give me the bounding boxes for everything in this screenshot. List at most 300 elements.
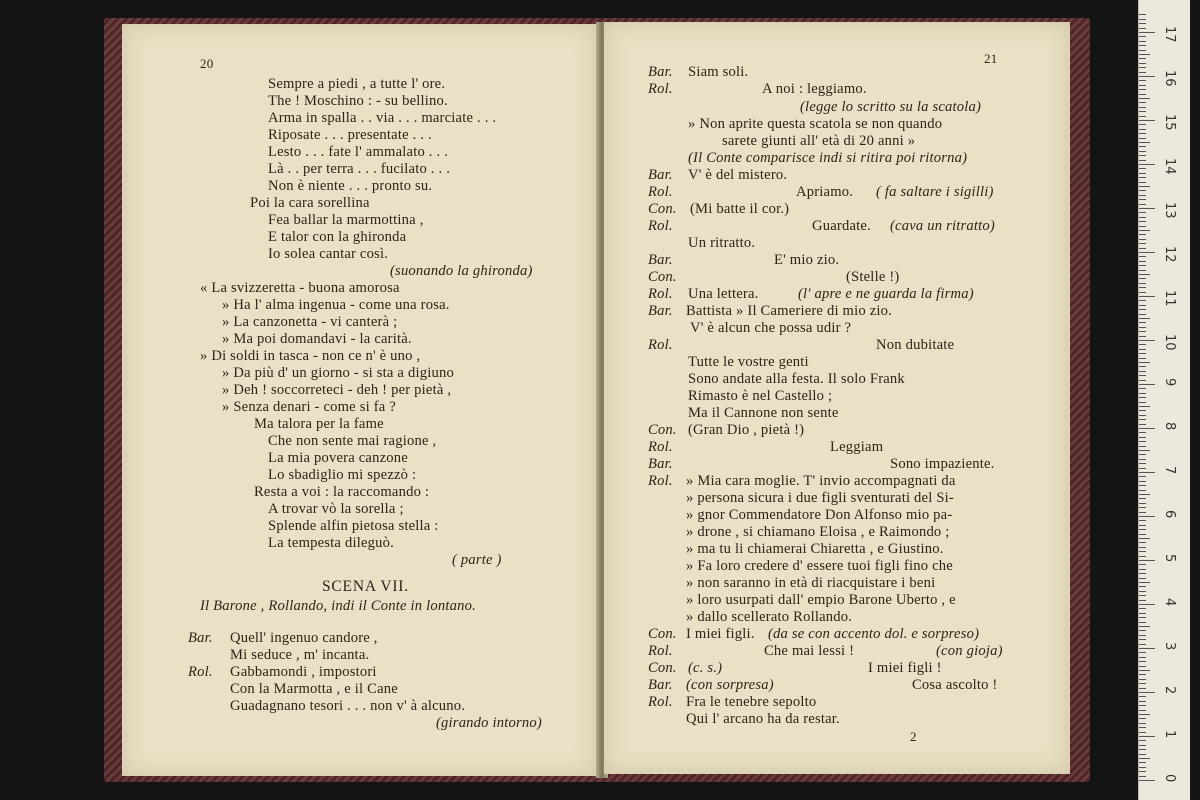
speaker-label: Rol. [648,473,673,489]
text-line: Riposate . . . presentate . . . [268,127,432,143]
text-line: Sempre a piedi , a tutte l' ore. [268,76,446,92]
ruler-tick [1139,732,1146,733]
speaker-label: Bar. [648,303,673,319]
text-line: » La canzonetta - vi canterà ; [222,314,398,330]
ruler-tick [1139,80,1146,81]
ruler-number: 17 [1162,26,1177,43]
ruler-tick [1139,393,1146,394]
stage-direction: (l' apre e ne guarda la firma) [798,286,974,302]
ruler-tick [1139,582,1150,583]
stage-direction: (con gioja) [936,643,1003,659]
scene-title: SCENA VII. [322,578,409,595]
stage-direction: ( fa saltare i sigilli) [876,184,994,200]
text-line: » persona sicura i due figli sventurati del Si- [686,490,954,506]
ruler-tick [1139,463,1146,464]
ruler-tick [1139,776,1146,777]
text-line: Arma in spalla . . via . . . marciate . . . [268,110,497,126]
text-line: A noi : leggiamo. [762,81,867,97]
ruler-tick [1139,608,1146,609]
ruler-tick [1139,256,1146,257]
stage-direction: (suonando la ghironda) [390,263,533,279]
ruler-tick [1139,635,1146,636]
ruler-tick [1139,19,1146,20]
ruler-tick [1139,63,1146,64]
ruler-tick [1139,666,1146,667]
ruler-tick [1139,415,1146,416]
ruler-tick [1139,217,1146,218]
ruler-tick [1139,740,1146,741]
ruler-tick [1139,76,1155,77]
text-line: » Deh ! soccorreteci - deh ! per pietà , [222,382,452,398]
ruler-tick [1139,36,1146,37]
text-line: The ! Moschino : - su bellino. [268,93,448,109]
text-line: Fra le tenebre sepolto [686,694,817,710]
ruler-tick [1139,182,1146,183]
speaker-label: Bar. [188,630,213,646]
ruler-tick [1139,525,1146,526]
ruler-tick [1139,177,1146,178]
text-line: sarete giunti all' età di 20 anni » [722,133,916,149]
ruler-tick [1139,58,1146,59]
ruler-tick [1139,322,1146,323]
ruler-tick [1139,243,1146,244]
ruler-tick [1139,736,1155,737]
ruler-tick [1139,498,1146,499]
ruler-tick [1139,265,1146,266]
ruler-tick [1139,397,1146,398]
text-line: Mi seduce , m' incanta. [230,647,370,663]
speaker-label: Rol. [648,81,673,97]
ruler-tick [1139,683,1146,684]
ruler-tick [1139,595,1146,596]
ruler-tick [1139,142,1150,143]
ruler-tick [1139,718,1146,719]
speaker-label: Rol. [648,337,673,353]
ruler-tick [1139,542,1146,543]
ruler-tick [1139,767,1146,768]
ruler-tick [1139,749,1146,750]
ruler-tick [1139,459,1146,460]
text-line: Ma il Cannone non sente [688,405,839,421]
ruler-number: 9 [1162,378,1177,387]
ruler-tick [1139,410,1146,411]
ruler-tick [1139,617,1146,618]
ruler-tick [1139,604,1155,605]
ruler-tick [1139,560,1155,561]
ruler-tick [1139,520,1146,521]
ruler-tick [1139,138,1146,139]
ruler-tick [1139,388,1146,389]
ruler-tick [1139,402,1146,403]
ruler-tick [1139,116,1146,117]
ruler-tick [1139,274,1150,275]
ruler-number: 4 [1162,598,1177,607]
ruler-tick [1139,679,1146,680]
ruler-tick [1139,600,1146,601]
ruler-tick [1139,468,1146,469]
text-line: » Ha l' alma ingenua - come una rosa. [222,297,450,313]
text-line: (Mi batte il cor.) [690,201,790,217]
ruler-tick [1139,353,1146,354]
ruler-tick [1139,437,1146,438]
ruler-tick [1139,160,1146,161]
ruler-tick [1139,384,1155,385]
ruler-tick [1139,221,1146,222]
ruler-tick [1139,89,1146,90]
text-line: I miei figli ! [868,660,942,676]
text-line: » Da più d' un giorno - si sta a digiuno [222,365,454,381]
ruler-tick [1139,705,1146,706]
ruler-tick [1139,366,1146,367]
ruler-tick [1139,696,1146,697]
ruler-tick [1139,591,1146,592]
stage-direction: (da se con accento dol. e sorpreso) [768,626,980,642]
ruler-tick [1139,318,1150,319]
ruler-tick [1139,771,1146,772]
ruler-tick [1139,146,1146,147]
ruler-tick [1139,67,1146,68]
text-line: Splende alfin pietosa stella : [268,518,439,534]
ruler-number: 2 [1162,686,1177,695]
stage-direction: (cava un ritratto) [890,218,995,234]
text-line: Non dubitate [876,337,955,353]
text-line: Un ritratto. [688,235,756,251]
ruler-tick [1139,688,1146,689]
ruler-tick [1139,547,1146,548]
text-line: Cosa ascolto ! [912,677,998,693]
text-line: » Non aprite questa scatola se non quando [688,116,943,132]
ruler-number: 10 [1162,334,1177,351]
speaker-label: Con. [648,269,677,285]
text-line: » loro usurpati dall' empio Barone Uberto , e [686,592,956,608]
ruler-tick [1139,292,1146,293]
ruler-tick [1139,173,1146,174]
ruler-tick [1139,278,1146,279]
ruler-tick [1139,234,1146,235]
ruler-tick [1139,578,1146,579]
ruler-number: 3 [1162,642,1177,651]
text-line: Ma talora per la fame [254,416,384,432]
ruler-tick [1139,375,1146,376]
text-line: Rimasto è nel Castello ; [688,388,833,404]
text-line: Apriamo. [796,184,854,200]
ruler-tick [1139,516,1155,517]
text-line: « La svizzeretta - buona amorosa [200,280,400,296]
ruler-tick [1139,261,1146,262]
text-line: Là . . per terra . . . fucilato . . . [268,161,451,177]
text-line: » dallo scellerato Rollando. [686,609,853,625]
ruler-tick [1139,556,1146,557]
ruler-tick [1139,54,1150,55]
text-line: La tempesta dileguò. [268,535,394,551]
ruler-tick [1139,252,1155,253]
ruler-tick [1139,72,1146,73]
speaker-label: Rol. [648,694,673,710]
ruler-tick [1139,714,1150,715]
ruler-number: 11 [1162,290,1177,307]
text-line: » ma tu li chiamerai Chiaretta , e Giustino. [686,541,944,557]
ruler-tick [1139,283,1146,284]
text-line: E talor con la ghironda [268,229,407,245]
ruler-tick [1139,111,1146,112]
ruler-tick [1139,45,1146,46]
ruler-tick [1139,481,1146,482]
text-line: Resta a voi : la raccomando : [254,484,430,500]
ruler-number: 13 [1162,202,1177,219]
ruler-tick [1139,424,1146,425]
ruler-tick [1139,652,1146,653]
speaker-label: Con. [648,422,677,438]
ruler-tick [1139,186,1150,187]
ruler-tick [1139,758,1150,759]
ruler-tick [1139,648,1155,649]
speaker-label: Rol. [188,664,213,680]
ruler-tick [1139,195,1146,196]
text-line: V' è alcun che possa udir ? [690,320,852,336]
ruler-tick [1139,32,1155,33]
ruler-tick [1139,674,1146,675]
text-line: Siam soli. [688,64,749,80]
right-page-number: 21 [984,51,998,66]
speaker-label: Bar. [648,456,673,472]
ruler-tick [1139,248,1146,249]
stage-direction: (c. s.) [688,660,723,676]
text-line: Io solea cantar così. [268,246,389,262]
ruler-tick [1139,358,1146,359]
ruler-tick [1139,204,1146,205]
text-line: V' è del mistero. [688,167,788,183]
ruler-tick [1139,551,1146,552]
ruler-tick [1139,507,1146,508]
text-line: Lesto . . . fate l' ammalato . . . [268,144,449,160]
ruler-tick [1139,371,1146,372]
ruler-tick [1139,151,1146,152]
ruler-tick [1139,745,1146,746]
ruler-number: 8 [1162,422,1177,431]
ruler-tick [1139,613,1146,614]
speaker-label: Bar. [648,677,673,693]
ruler-tick [1139,41,1146,42]
ruler-tick [1139,538,1150,539]
ruler-tick [1139,309,1146,310]
stage-direction: (legge lo scritto su la scatola) [800,99,982,115]
ruler-tick [1139,450,1150,451]
ruler-tick [1139,155,1146,156]
text-line: Poi la cara sorellina [250,195,370,211]
ruler-tick [1139,23,1146,24]
ruler-number: 0 [1162,774,1177,783]
stage-direction: ( parte ) [452,552,502,568]
ruler-tick [1139,701,1146,702]
ruler-tick [1139,564,1146,565]
ruler-tick [1139,28,1146,29]
text-line: Guardate. [812,218,871,234]
ruler-tick [1139,454,1146,455]
text-line: Lo sbadiglio mi spezzò : [268,467,417,483]
ruler-tick [1139,727,1146,728]
ruler-tick [1139,98,1150,99]
text-line: (Stelle !) [846,269,900,285]
text-line: Con la Marmotta , e il Cane [230,681,398,697]
signature-mark: 2 [910,729,917,744]
ruler-tick [1139,441,1146,442]
ruler-tick [1139,710,1146,711]
speaker-label: Con. [648,201,677,217]
ruler-number: 12 [1162,246,1177,263]
text-line: E' mio zio. [774,252,840,268]
scene-subtitle: Il Barone , Rollando, indi il Conte in lontano. [200,598,476,614]
ruler-tick [1139,327,1146,328]
ruler-tick [1139,133,1146,134]
text-line: Una lettera. [688,286,759,302]
ruler-tick [1139,349,1146,350]
ruler-number: 1 [1162,730,1177,739]
ruler-tick [1139,230,1150,231]
text-line: Qui l' arcano ha da restar. [686,711,840,727]
ruler-tick [1139,168,1146,169]
ruler-number: 14 [1162,158,1177,175]
speaker-label: Rol. [648,439,673,455]
ruler-number: 15 [1162,114,1177,131]
ruler-tick [1139,164,1155,165]
speaker-label: Rol. [648,643,673,659]
ruler-tick [1139,503,1146,504]
text-line: A trovar vò la sorella ; [268,501,404,517]
ruler-number: 7 [1162,466,1177,475]
text-line: » gnor Commendatore Don Alfonso mio pa- [686,507,953,523]
ruler-tick [1139,362,1150,363]
ruler-number: 5 [1162,554,1177,563]
ruler-tick [1139,340,1155,341]
ruler-tick [1139,120,1155,121]
ruler-tick [1139,692,1155,693]
speaker-label: Rol. [648,218,673,234]
ruler-tick [1139,494,1150,495]
measuring-ruler [1138,0,1190,800]
ruler-tick [1139,406,1150,407]
speaker-label: Con. [648,660,677,676]
text-line: (Gran Dio , pietà !) [688,422,805,438]
ruler-tick [1139,239,1146,240]
ruler-number: 6 [1162,510,1177,519]
ruler-tick [1139,314,1146,315]
ruler-tick [1139,212,1146,213]
left-page-number: 20 [200,56,214,71]
speaker-label: Rol. [648,286,673,302]
ruler-tick [1139,670,1150,671]
ruler-tick [1139,129,1146,130]
text-line: Che non sente mai ragione , [268,433,437,449]
ruler-tick [1139,476,1146,477]
text-line: Sono andate alla festa. Il solo Frank [688,371,905,387]
ruler-tick [1139,305,1146,306]
speaker-label: Bar. [648,64,673,80]
ruler-tick [1139,754,1146,755]
ruler-tick [1139,432,1146,433]
ruler-tick [1139,762,1146,763]
ruler-tick [1139,573,1146,574]
ruler-tick [1139,622,1146,623]
text-line: Gabbamondi , impostori [230,664,377,680]
ruler-tick [1139,446,1146,447]
ruler-tick [1139,485,1146,486]
ruler-tick [1139,472,1155,473]
stage-direction: (con sorpresa) [686,677,774,693]
text-line: » Mia cara moglie. T' invio accompagnati da [686,473,956,489]
text-line: I miei figli. [686,626,755,642]
ruler-tick [1139,344,1146,345]
stage-direction: (girando intorno) [436,715,542,731]
ruler-tick [1139,50,1146,51]
speaker-label: Bar. [648,252,673,268]
text-line: Che mai lessi ! [764,643,855,659]
text-line: Quell' ingenuo candore , [230,630,378,646]
ruler-tick [1139,208,1155,209]
text-line: » Senza denari - come si fa ? [222,399,396,415]
text-line: Fea ballar la marmottina , [268,212,424,228]
ruler-tick [1139,124,1146,125]
stage-direction: (Il Conte comparisce indi si ritira poi ritorna) [688,150,968,166]
ruler-tick [1139,190,1146,191]
ruler-tick [1139,529,1146,530]
ruler-tick [1139,661,1146,662]
ruler-tick [1139,300,1146,301]
ruler-tick [1139,85,1146,86]
ruler-tick [1139,14,1146,15]
text-line: Non è niente . . . pronto su. [268,178,433,194]
ruler-tick [1139,534,1146,535]
ruler-tick [1139,644,1146,645]
ruler-tick [1139,490,1146,491]
ruler-tick [1139,336,1146,337]
ruler-tick [1139,199,1146,200]
ruler-tick [1139,94,1146,95]
ruler-tick [1139,107,1146,108]
ruler-tick [1139,296,1155,297]
speaker-label: Rol. [648,184,673,200]
text-line: Leggiam [830,439,884,455]
ruler-tick [1139,569,1146,570]
ruler-tick [1139,780,1155,781]
text-line: » Ma poi domandavi - la carità. [222,331,412,347]
ruler-tick [1139,270,1146,271]
ruler-tick [1139,657,1146,658]
ruler-tick [1139,102,1146,103]
text-line: » Fa loro credere d' essere tuoi figli fino che [686,558,953,574]
speaker-label: Bar. [648,167,673,183]
text-line: Battista » Il Cameriere di mio zio. [686,303,892,319]
ruler-tick [1139,723,1146,724]
text-line: » non saranno in età di riacquistare i beni [686,575,936,591]
ruler-tick [1139,586,1146,587]
ruler-tick [1139,287,1146,288]
text-line: » drone , si chiamano Eloisa , e Raimondo ; [686,524,950,540]
ruler-tick [1139,419,1146,420]
ruler-tick [1139,626,1150,627]
text-line: La mia povera canzone [268,450,408,466]
ruler-tick [1139,512,1146,513]
ruler-tick [1139,331,1146,332]
text-line: Tutte le vostre genti [688,354,809,370]
ruler-tick [1139,630,1146,631]
ruler-tick [1139,380,1146,381]
text-line: Guadagnano tesori . . . non v' à alcuno. [230,698,466,714]
speaker-label: Con. [648,626,677,642]
ruler-number: 16 [1162,70,1177,87]
ruler-tick [1139,226,1146,227]
ruler-tick [1139,428,1155,429]
text-line: Sono impaziente. [890,456,995,472]
